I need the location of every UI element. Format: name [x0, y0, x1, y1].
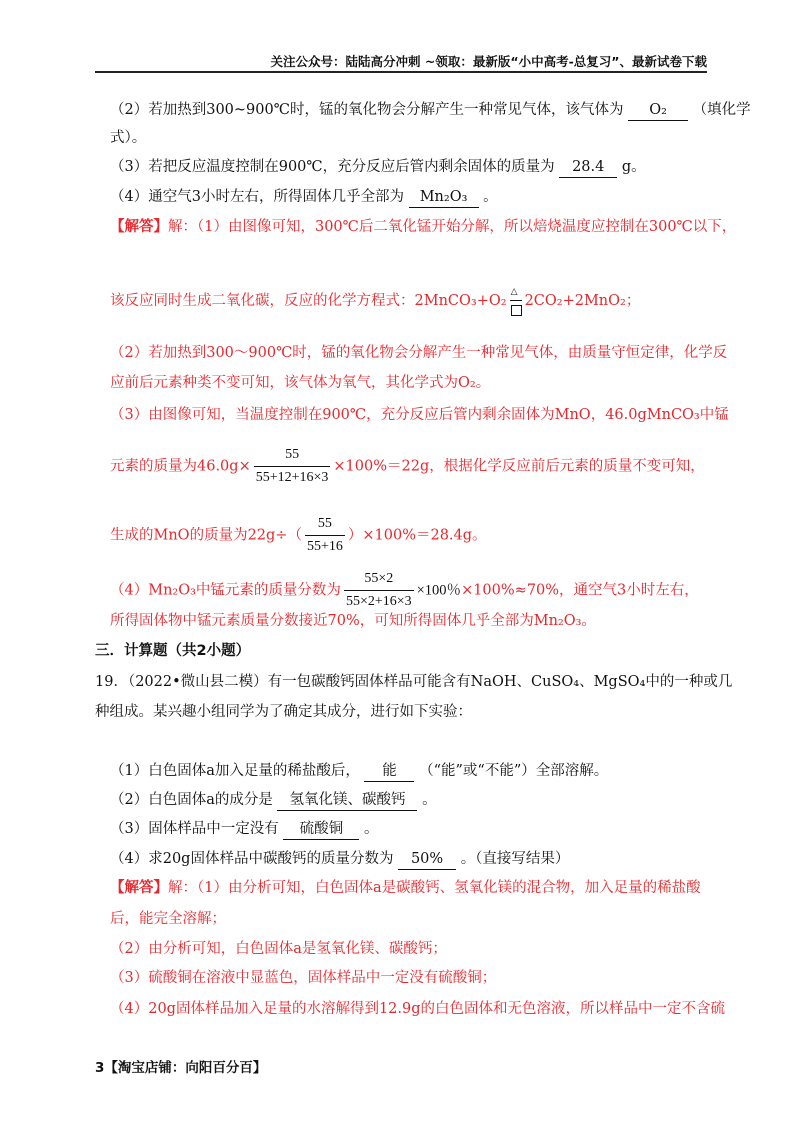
solution-tag: 【解答】	[110, 879, 168, 896]
q19-part4-text-b: 。（直接写结果）	[460, 851, 570, 867]
fraction-mn-mass	[254, 445, 331, 488]
q19-part1	[110, 761, 608, 782]
q18-part2-text-b: （填化学	[692, 102, 751, 118]
q18-solution-4a-mid: ×100％	[416, 582, 462, 599]
q19-part3-answer: 硫酸铜	[283, 819, 359, 840]
q18-part3	[110, 157, 646, 178]
q18-solution-3b-text: 元素的质量为46.0g×	[110, 458, 251, 475]
q18-solution-4a-text: （4）Mn₂O₃中锰元素的质量分数为	[110, 582, 341, 599]
q19-part1-text-b: （“能”或“不能”）全部溶解。	[419, 763, 609, 779]
q18-part2-cont: 式）。	[110, 130, 147, 146]
q18-part4	[110, 187, 498, 208]
q19-part1-answer: 能	[364, 761, 414, 782]
q18-part4-text: （4）通空气3小时左右，所得固体几乎全部为	[110, 189, 404, 205]
q18-solution-3c-text-b: ）×100%＝28.4g。	[347, 527, 487, 544]
q18-solution-3b	[110, 445, 705, 488]
q19-solution-1a	[110, 878, 701, 898]
q18-solution-3c	[110, 514, 487, 557]
q18-equation-left: 该反应同时生成二氧化碳，反应的化学方程式：2MnCO₃+O₂	[110, 293, 507, 309]
section-title: 三．计算题（共2小题）	[95, 643, 251, 659]
q18-solution-4b: 所得固体物中锰元素质量分数接近70%，可知所得固体几乎全部为Mn₂O₃。	[110, 613, 596, 629]
header-divider	[95, 71, 707, 73]
q19-part4-text: （4）求20g固体样品中碳酸钙的质量分数为	[110, 851, 394, 867]
q18-part3-text-b: g。	[621, 159, 646, 175]
q18-solution-2b: 应前后元素种类不变可知，该气体为氧气，其化学式为O₂。	[110, 375, 491, 391]
page-header: 关注公众号：陆陆高分冲刺 ~领取：最新版“小中高考-总复习”、最新试卷下载	[270, 54, 707, 69]
q18-solution-3b-text-b: ×100%＝22g，根据化学反应前后元素的质量不变可知，	[333, 458, 705, 475]
q19-solution-1a-text: 解：（1）由分析可知，白色固体a是碳酸钙、氢氧化镁的混合物，加入足量的稀盐酸	[168, 880, 701, 896]
fraction-denominator: 55+12+16×3	[254, 466, 331, 488]
q18-part4-text-b: 。	[483, 189, 498, 205]
q18-equation-right: 2CO₂+2MnO₂；	[524, 293, 641, 309]
fraction-numerator: 55×2	[364, 571, 394, 586]
q19-part2-text-b: 。	[422, 792, 437, 808]
q18-solution-4a-text-b: ×100%≈70%，通空气3小时左右，	[461, 582, 699, 599]
q19-intro-1: 19．（2022•微山县二模）有一包碳酸钙固体样品可能含有NaOH、CuSO₄、MgSO₄中的一种或几	[95, 674, 733, 690]
reaction-condition	[509, 287, 523, 311]
q19-solution-3: （3）硫酸铜在溶液中显蓝色，固体样品中一定没有硫酸铜；	[110, 970, 497, 986]
q19-solution-1b: 后，能完全溶解；	[110, 911, 226, 927]
q18-solution-4a	[110, 569, 699, 612]
q19-part4-answer: 50%	[398, 849, 456, 870]
q19-part2	[110, 790, 437, 811]
q18-solution-3a: （3）由图像可知，当温度控制在900℃，充分反应后管内剩余固体为MnO，46.0gMnCO₃中锰	[110, 407, 729, 423]
q18-solution-1-text: 解：（1）由图像可知，300℃后二氧化锰开始分解，所以焙烧温度应控制在300℃以下，	[168, 219, 737, 235]
q19-part2-text: （2）白色固体a的成分是	[110, 792, 273, 808]
q18-solution-2a: （2）若加热到300～900℃时，锰的氧化物会分解产生一种常见气体，由质量守恒定律，化学反	[110, 345, 728, 361]
q19-part4	[110, 849, 569, 870]
q18-solution-equation	[110, 287, 641, 311]
q18-part3-text: （3）若把反应温度控制在900℃，充分反应后管内剩余固体的质量为	[110, 159, 555, 175]
fraction-numerator: 55	[317, 516, 332, 531]
q19-part3-text-b: 。	[363, 821, 379, 837]
q18-part4-answer: Mn₂O₃	[409, 187, 479, 208]
q19-part1-text: （1）白色固体a加入足量的稀盐酸后，	[110, 763, 360, 779]
q19-solution-4: （4）20g固体样品加入足量的水溶解得到12.9g的白色固体和无色溶液，所以样品中一定不含硫	[110, 1001, 726, 1017]
q18-solution-1	[110, 217, 736, 237]
fraction-denominator: 55+16	[305, 535, 345, 557]
page-footer: 3【淘宝店铺：向阳百分百】	[95, 1060, 267, 1076]
q19-part3-text: （3）固体样品中一定没有	[110, 821, 279, 837]
fraction-numerator: 55	[285, 447, 300, 462]
q19-solution-2: （2）由分析可知，白色固体a是氢氧化镁、碳酸钙；	[110, 941, 447, 957]
fraction-denominator: 55×2+16×3	[344, 590, 414, 612]
q19-part2-answer: 氢氧化镁、碳酸钙	[277, 790, 417, 811]
q18-part2-answer: O₂	[628, 100, 688, 121]
q18-part2	[110, 100, 751, 121]
heat-triangle-icon: △	[510, 287, 518, 297]
q18-solution-3c-text: 生成的MnO的质量为22g÷（	[110, 527, 302, 544]
solution-tag: 【解答】	[110, 218, 168, 235]
q19-intro-2: 种组成。某兴趣小组同学为了确定其成分，进行如下实验：	[95, 704, 472, 720]
q19-part3	[110, 819, 378, 840]
q18-part2-text: （2）若加热到300~900℃时，锰的氧化物会分解产生一种常见气体，该气体为	[110, 102, 624, 118]
fraction-mno	[305, 514, 345, 557]
q18-part3-answer: 28.4	[559, 157, 617, 178]
fraction-mn2o3	[344, 569, 414, 612]
